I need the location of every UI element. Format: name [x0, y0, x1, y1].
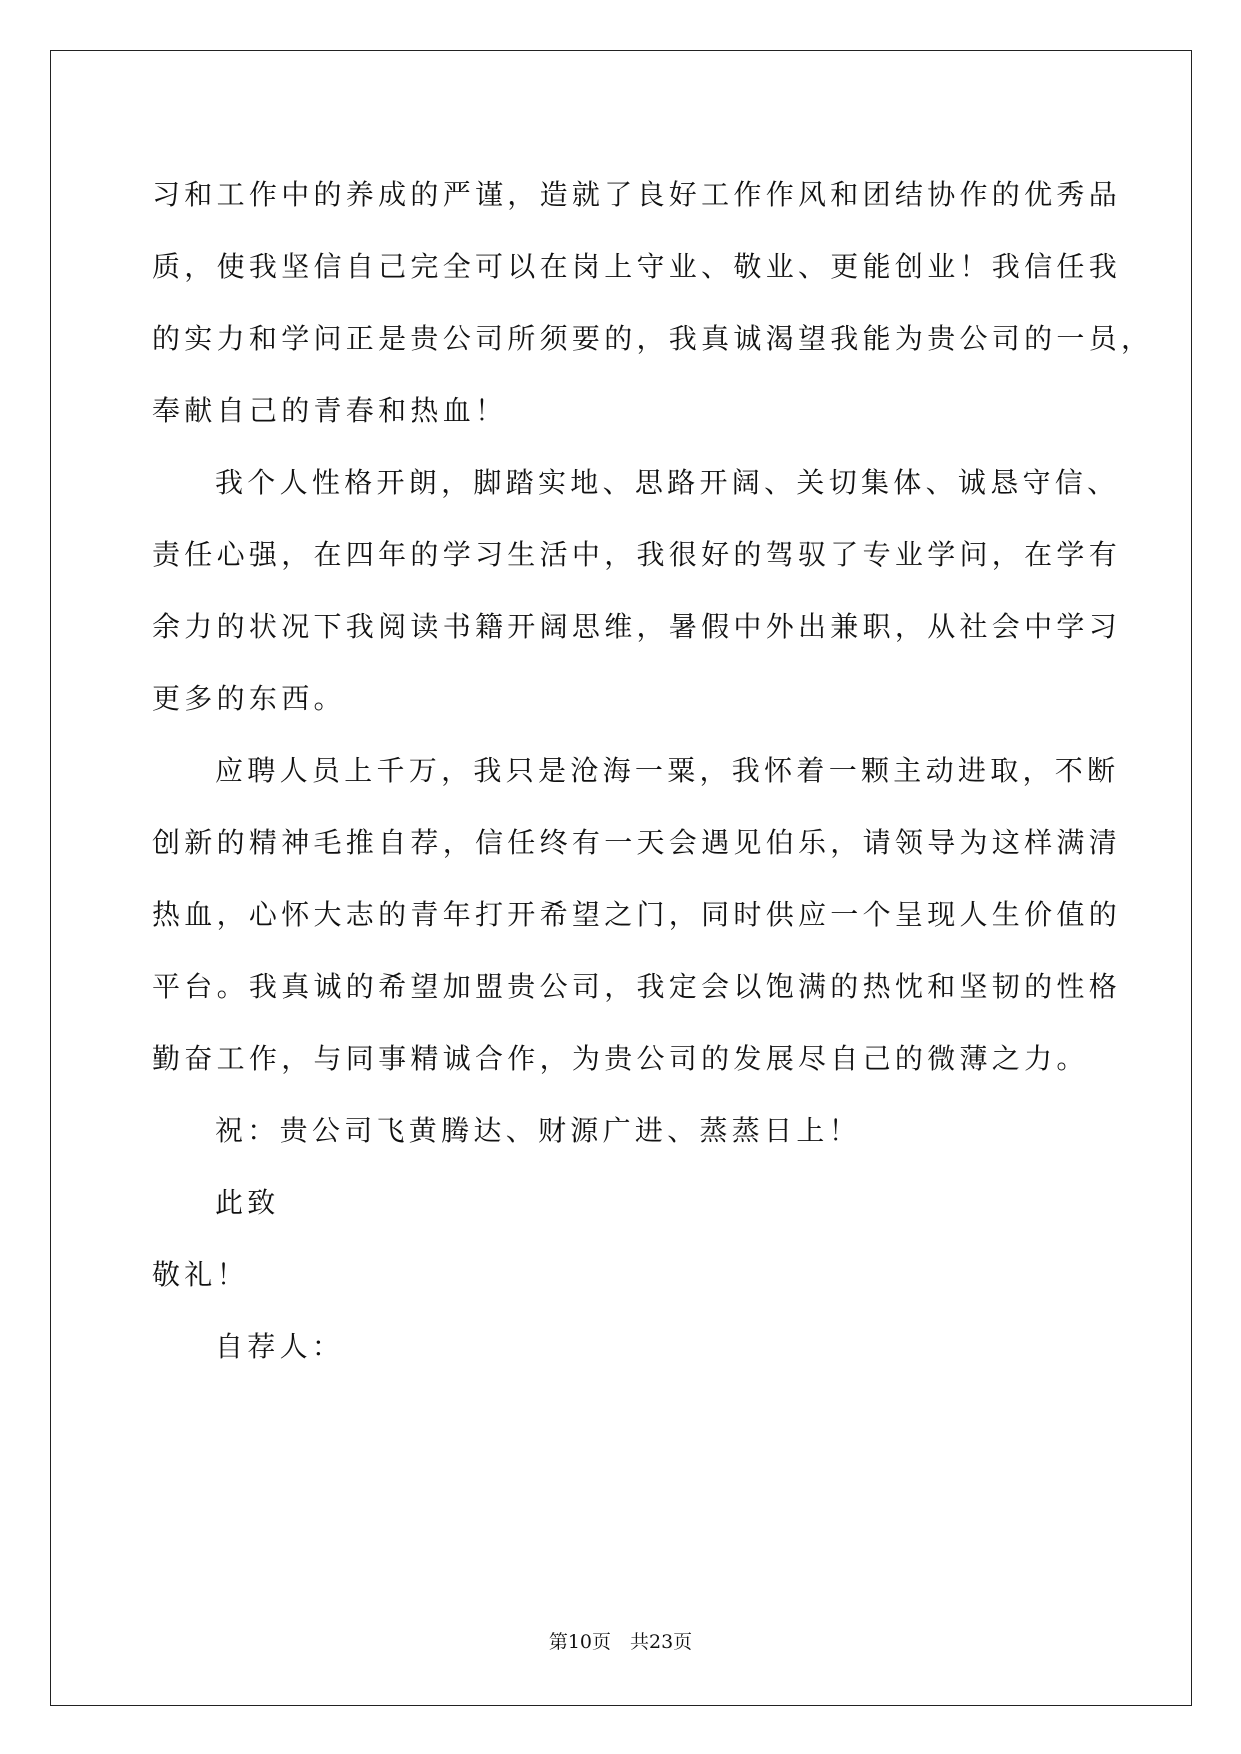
- closing-wish: 祝：贵公司飞黄腾达、财源广进、蒸蒸日上！: [215, 1114, 862, 1147]
- paragraph-2-line-3: 余力的状况下我阅读书籍开阔思维，暑假中外出兼职，从社会中学习: [152, 610, 1122, 643]
- page-border: [50, 50, 1192, 1706]
- paragraph-3-line-5: 勤奋工作，与同事精诚合作，为贵公司的发展尽自己的微薄之力。: [152, 1042, 1089, 1075]
- paragraph-3-line-3: 热血，心怀大志的青年打开希望之门，同时供应一个呈现人生价值的: [152, 898, 1122, 931]
- paragraph-3-line-2: 创新的精神毛推自荐，信任终有一天会遇见伯乐，请领导为这样满清: [152, 826, 1122, 859]
- page-number-footer: 第10页 共23页: [548, 1631, 693, 1653]
- closing-jingli: 敬礼！: [152, 1258, 249, 1291]
- paragraph-1-line-2: 质，使我坚信自己完全可以在岗上守业、敬业、更能创业！我信任我: [152, 250, 1122, 283]
- paragraph-2-line-1: 我个人性格开朗，脚踏实地、思路开阔、关切集体、诚恳守信、: [215, 466, 1120, 499]
- paragraph-1-line-1: 习和工作中的养成的严谨，造就了良好工作作风和团结协作的优秀品: [152, 178, 1122, 211]
- closing-cizhi: 此致: [215, 1186, 280, 1219]
- paragraph-2-line-2: 责任心强，在四年的学习生活中，我很好的驾驭了专业学问，在学有: [152, 538, 1122, 571]
- paragraph-3-line-4: 平台。我真诚的希望加盟贵公司，我定会以饱满的热忱和坚韧的性格: [152, 970, 1122, 1003]
- paragraph-3-line-1: 应聘人员上千万，我只是沧海一粟，我怀着一颗主动进取，不断: [215, 754, 1120, 787]
- paragraph-1-line-3: 的实力和学问正是贵公司所须要的，我真诚渴望我能为贵公司的一员，: [152, 322, 1154, 355]
- signature-label: 自荐人：: [215, 1330, 345, 1363]
- paragraph-1-line-4: 奉献自己的青春和热血！: [152, 394, 508, 427]
- paragraph-2-line-4: 更多的东西。: [152, 682, 346, 715]
